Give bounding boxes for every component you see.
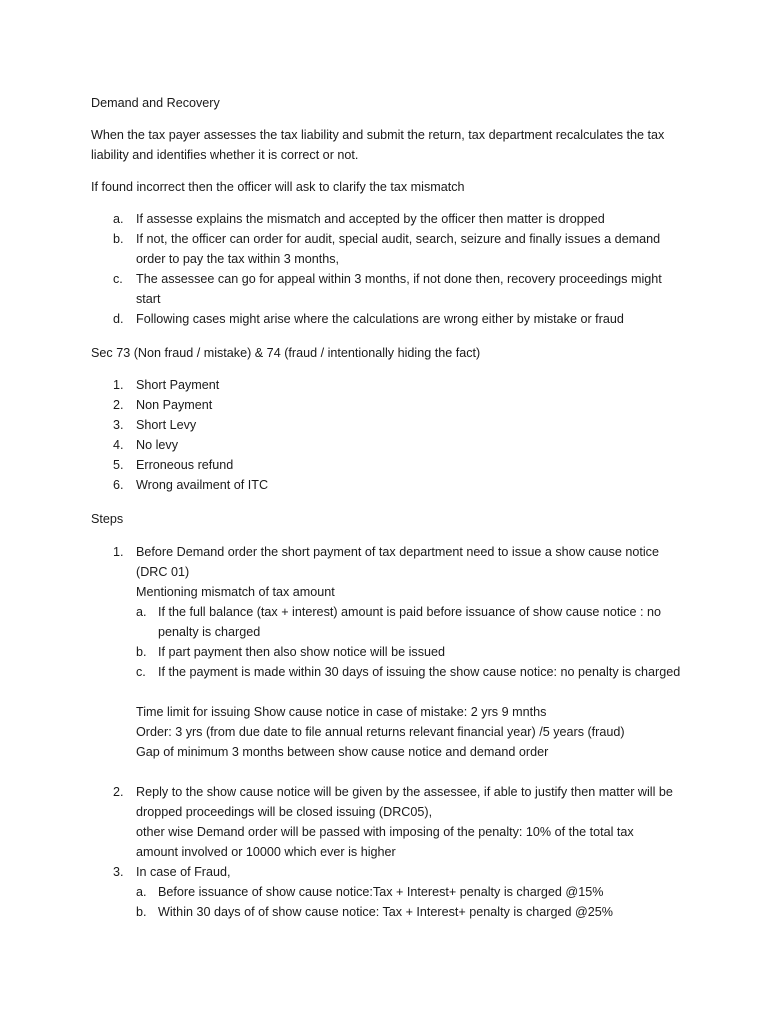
list-item: [113, 862, 683, 882]
time-limit-note: Time limit for issuing Show cause notice in case of mistake: 2 yrs 9 mnths: [136, 705, 547, 719]
list-marker: c.: [136, 665, 146, 679]
step-1: [113, 542, 683, 582]
step-3-sublist: [136, 882, 681, 922]
incorrect-line: If found incorrect then the officer will ask to clarify the tax mismatch: [91, 180, 465, 194]
list-item-text: If the payment is made within 30 days of issuing the show cause notice: no penalty is charged: [158, 665, 681, 679]
list-marker: a.: [136, 885, 147, 899]
clarify-list: [113, 209, 678, 329]
step-1-line-2: Mentioning mismatch of tax amount: [136, 585, 335, 599]
list-marker: c.: [113, 272, 123, 286]
list-marker: 2.: [113, 785, 124, 799]
list-marker: 1.: [113, 378, 124, 392]
list-item-text: If not, the officer can order for audit, special audit, search, seizure and finally issues a demand order to pay the tax within 3 months,: [136, 232, 661, 266]
list-item-text: Wrong availment of ITC: [136, 478, 269, 492]
list-marker: b.: [136, 905, 147, 919]
list-item-text: In case of Fraud,: [136, 865, 231, 879]
list-item: [136, 602, 681, 642]
list-item: [113, 375, 683, 395]
list-item: [113, 229, 678, 269]
list-item: [113, 475, 683, 495]
list-item: [113, 782, 683, 822]
steps-heading: Steps: [91, 512, 124, 526]
cases-list: [113, 375, 683, 495]
step-1-sublist: [136, 602, 681, 682]
list-item-text: Before issuance of show cause notice:Tax + Interest+ penalty is charged @15%: [158, 885, 604, 899]
list-marker: 4.: [113, 438, 124, 452]
list-item-text: The assessee can go for appeal within 3 months, if not done then, recovery proceedings might start: [136, 272, 662, 306]
list-item: [113, 542, 683, 582]
list-item: [136, 902, 681, 922]
list-marker: 1.: [113, 545, 124, 559]
list-item-text: Erroneous refund: [136, 458, 234, 472]
list-item: [113, 435, 683, 455]
list-item-text: If part payment then also show notice will be issued: [158, 645, 446, 659]
list-item: [136, 642, 681, 662]
list-marker: 3.: [113, 418, 124, 432]
order-note: Order: 3 yrs (from due date to file annual returns relevant financial year) /5 years (fraud): [136, 725, 625, 739]
list-item: [113, 415, 683, 435]
list-item-text: If assesse explains the mismatch and accepted by the officer then matter is dropped: [136, 212, 605, 226]
list-item: [136, 662, 681, 682]
list-marker: a.: [113, 212, 124, 226]
intro-paragraph: When the tax payer assesses the tax liability and submit the return, tax department recalculates the tax liability and identifies whether it is correct or not.: [91, 128, 665, 162]
list-marker: d.: [113, 312, 124, 326]
step-2: [113, 782, 683, 822]
list-item: [113, 309, 678, 329]
list-marker: 3.: [113, 865, 124, 879]
section-line: Sec 73 (Non fraud / mistake) & 74 (fraud / intentionally hiding the fact): [91, 346, 481, 360]
list-item-text: Before Demand order the short payment of tax department need to issue a show cause notice (DRC 01): [136, 545, 659, 579]
list-item: [113, 455, 683, 475]
list-marker: 2.: [113, 398, 124, 412]
list-item: [113, 209, 678, 229]
list-item-text: Reply to the show cause notice will be given by the assessee, if able to justify then matter will be dropped proceedings will be closed issuing (DRC05),: [136, 785, 673, 819]
list-item: [113, 395, 683, 415]
document-title: Demand and Recovery: [91, 96, 220, 110]
list-item: [136, 882, 681, 902]
list-marker: 6.: [113, 478, 124, 492]
list-item-text: No levy: [136, 438, 178, 452]
list-item-text: If the full balance (tax + interest) amount is paid before issuance of show cause notice : no penalty is charged: [158, 605, 661, 639]
list-marker: 5.: [113, 458, 124, 472]
list-marker: b.: [136, 645, 147, 659]
list-item: [113, 269, 678, 309]
list-item-text: Non Payment: [136, 398, 213, 412]
list-marker: b.: [113, 232, 124, 246]
list-item-text: Within 30 days of of show cause notice: Tax + Interest+ penalty is charged @25%: [158, 905, 613, 919]
step-3: [113, 862, 683, 882]
list-marker: a.: [136, 605, 147, 619]
list-item-text: Following cases might arise where the calculations are wrong either by mistake or fraud: [136, 312, 624, 326]
step-2-line-2: other wise Demand order will be passed with imposing of the penalty: 10% of the total tax amount involved or 10000 which ever is higher: [136, 825, 634, 859]
list-item-text: Short Levy: [136, 418, 197, 432]
gap-note: Gap of minimum 3 months between show cause notice and demand order: [136, 745, 549, 759]
list-item-text: Short Payment: [136, 378, 220, 392]
